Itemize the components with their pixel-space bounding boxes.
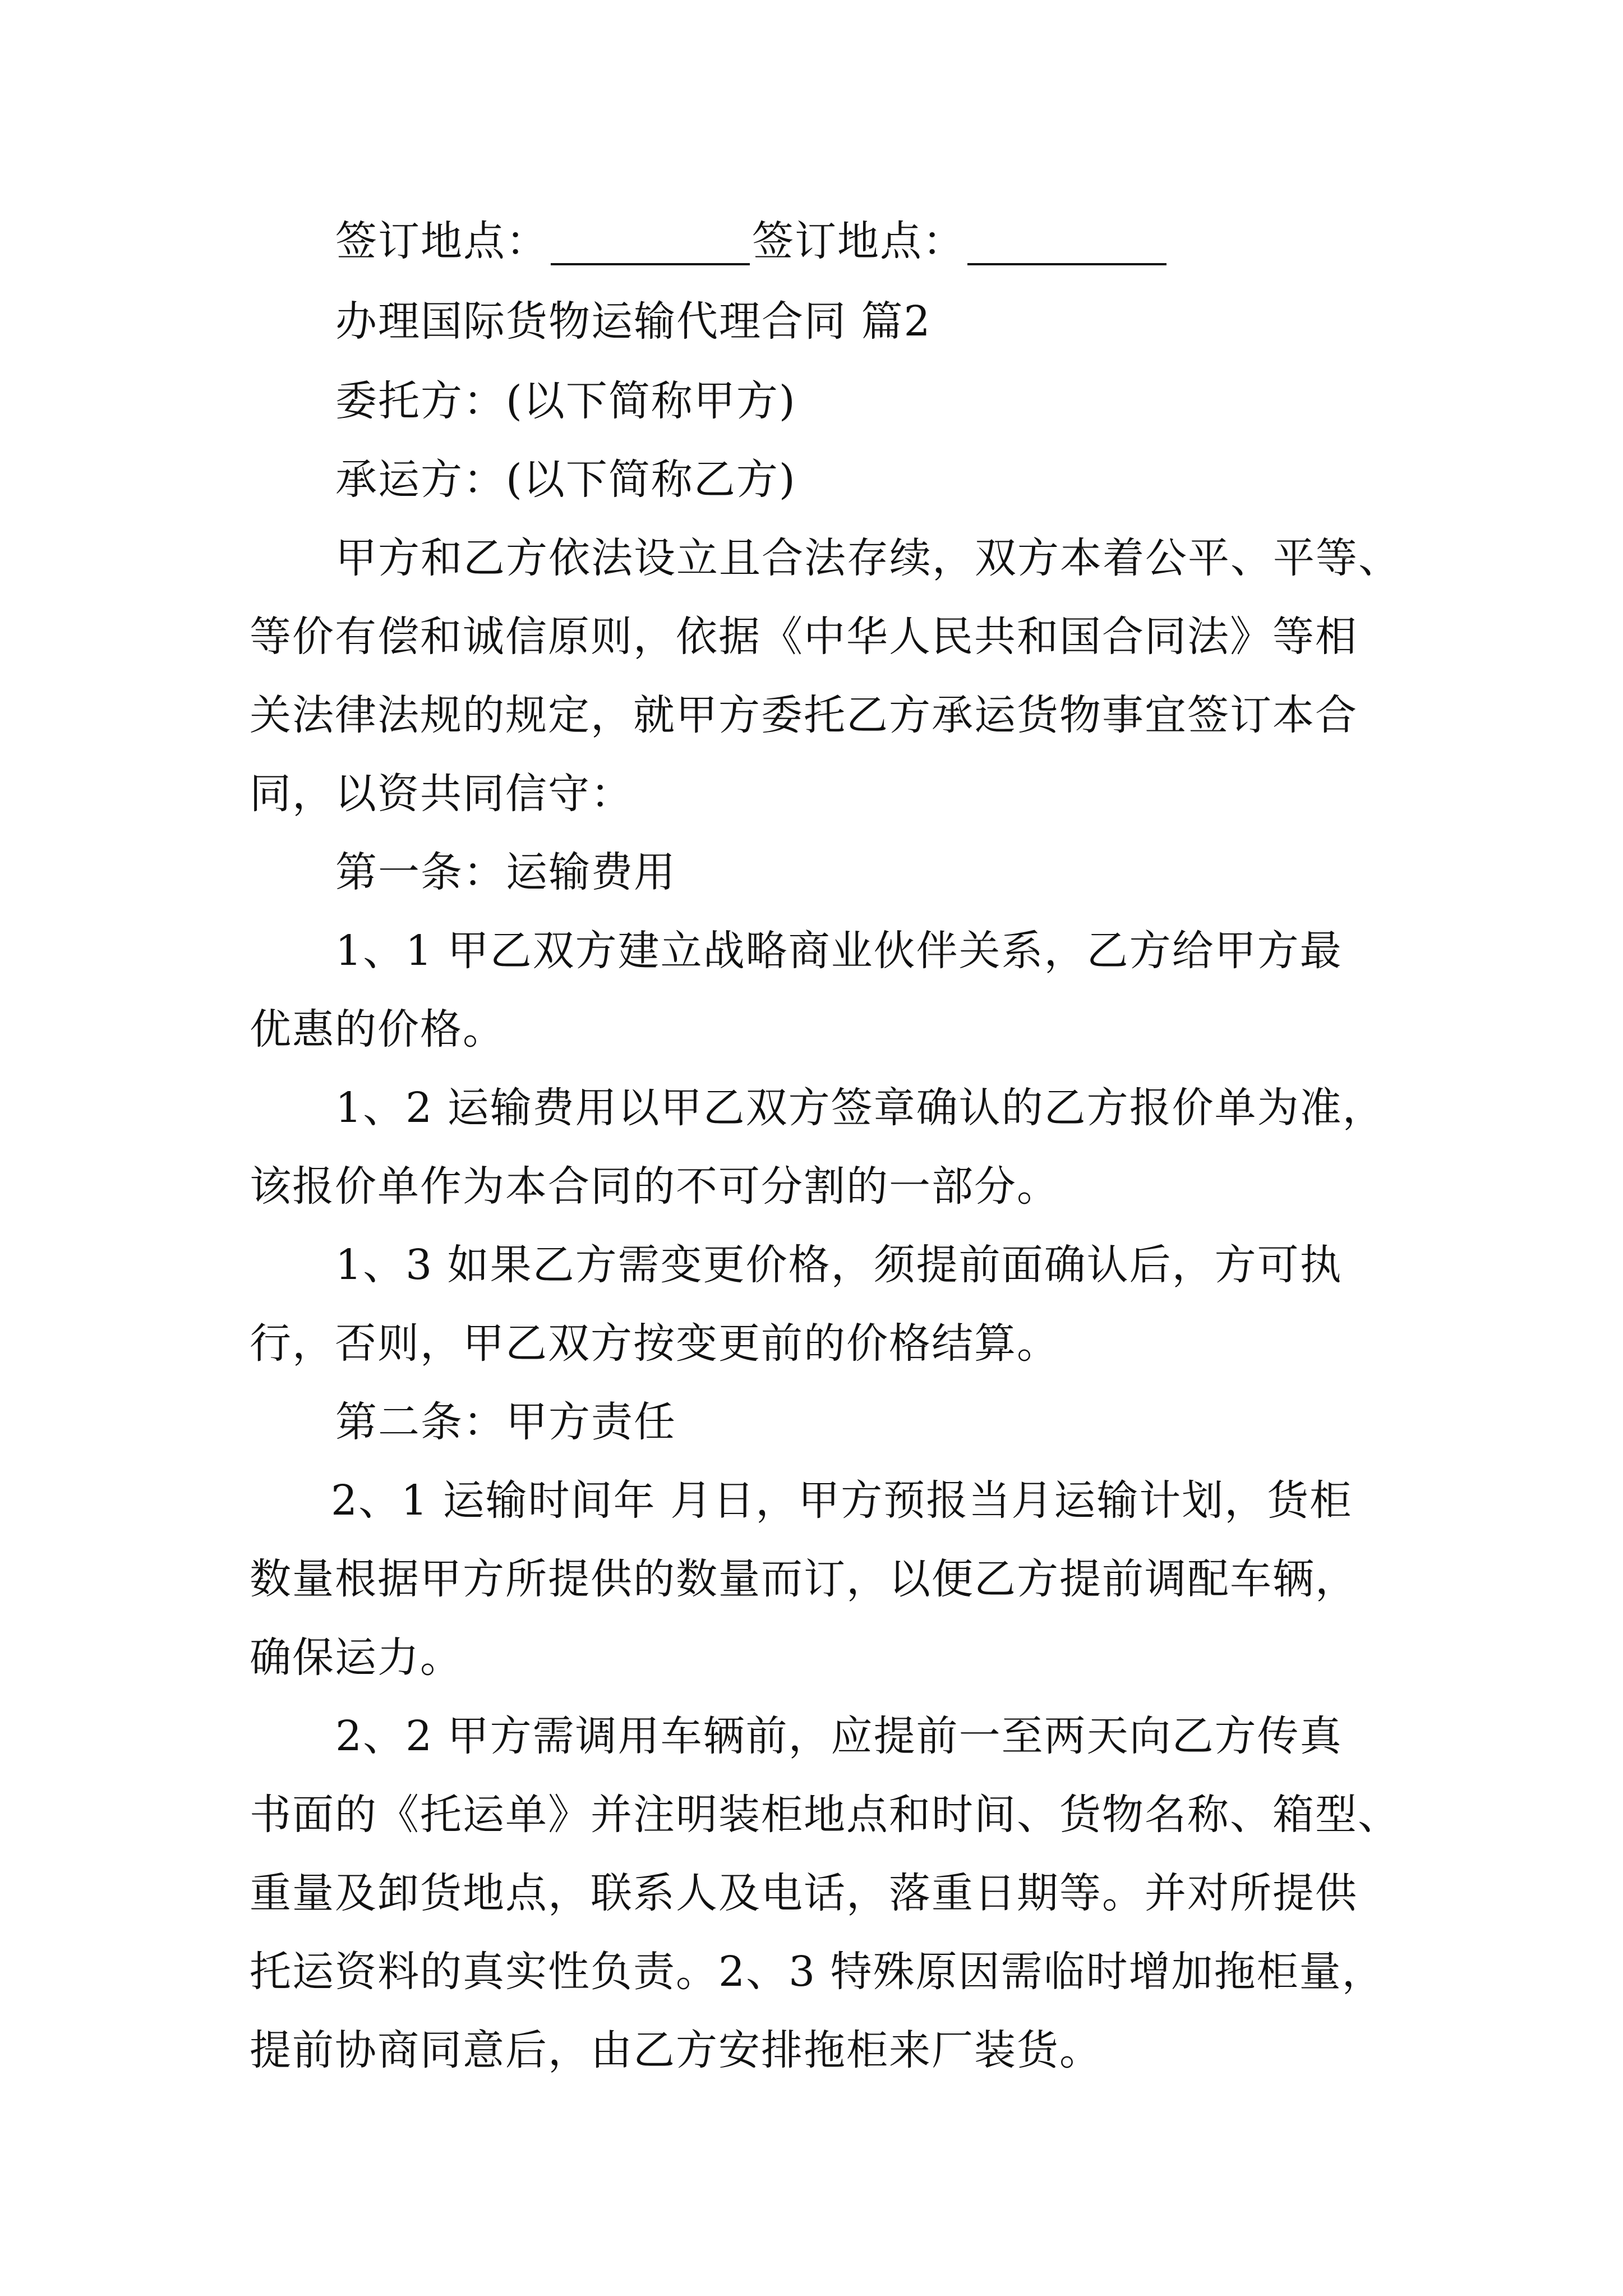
clause-2-2-line-3: 重量及卸货地点，联系人及电话，落重日期等。并对所提供 [250,1869,1358,1917]
contract-title: 办理国际货物运输代理合同 篇2 [335,297,932,346]
clause-1-3-line-1: 1、3 如果乙方需变更价格，须提前面确认后，方可执 [335,1241,1343,1289]
clause-1-2-line-2: 该报价单作为本合同的不可分割的一部分。 [250,1162,1059,1211]
article-2-heading: 第二条：甲方责任 [335,1398,676,1446]
signing-location-row [335,213,1169,269]
clause-1-1-line-1: 1、1 甲乙双方建立战略商业伙伴关系，乙方给甲方最 [335,927,1343,975]
intro-line-4: 同，以资共同信守： [250,770,633,818]
signing-location-label-b: 签订地点： [752,217,965,265]
signing-location-blank-a [551,263,750,265]
signing-location-label-a: 签订地点： [335,217,548,265]
clause-2-2-line-2: 书面的《托运单》并注明装柜地点和时间、货物名称、箱型、 [250,1791,1400,1839]
client-party: 委托方：(以下简称甲方) [335,377,796,425]
clause-1-2-line-1: 1、2 运输费用以甲乙双方签章确认的乙方报价单为准， [335,1084,1385,1132]
clause-2-2-line-4: 托运资料的真实性负责。2、3 特殊原因需临时增加拖柜量， [250,1948,1385,1996]
clause-1-1-line-2: 优惠的价格。 [250,1005,505,1053]
article-1-heading: 第一条：运输费用 [335,848,676,896]
clause-1-3-line-2: 行，否则，甲乙双方按变更前的价格结算。 [250,1319,1059,1368]
clause-2-2-line-1: 2、2 甲方需调用车辆前，应提前一至两天向乙方传真 [335,1712,1343,1760]
intro-line-1: 甲方和乙方依法设立且合法存续，双方本着公平、平等、 [335,534,1401,582]
intro-line-2: 等价有偿和诚信原则，依据《中华人民共和国合同法》等相 [250,613,1358,661]
clause-2-1-line-2: 数量根据甲方所提供的数量而订，以便乙方提前调配车辆， [250,1555,1358,1603]
intro-line-3: 关法律法规的规定，就甲方委托乙方承运货物事宜签订本合 [250,691,1358,739]
carrier-party: 承运方：(以下简称乙方) [335,455,796,504]
clause-2-1-line-1: 2、1 运输时间年 月日，甲方预报当月运输计划，货柜 [331,1476,1353,1525]
signing-location-blank-b [967,263,1166,265]
clause-2-1-line-3: 确保运力。 [250,1634,463,1682]
clause-2-2-line-5: 提前协商同意后，由乙方安排拖柜来厂装货。 [250,2026,1102,2074]
